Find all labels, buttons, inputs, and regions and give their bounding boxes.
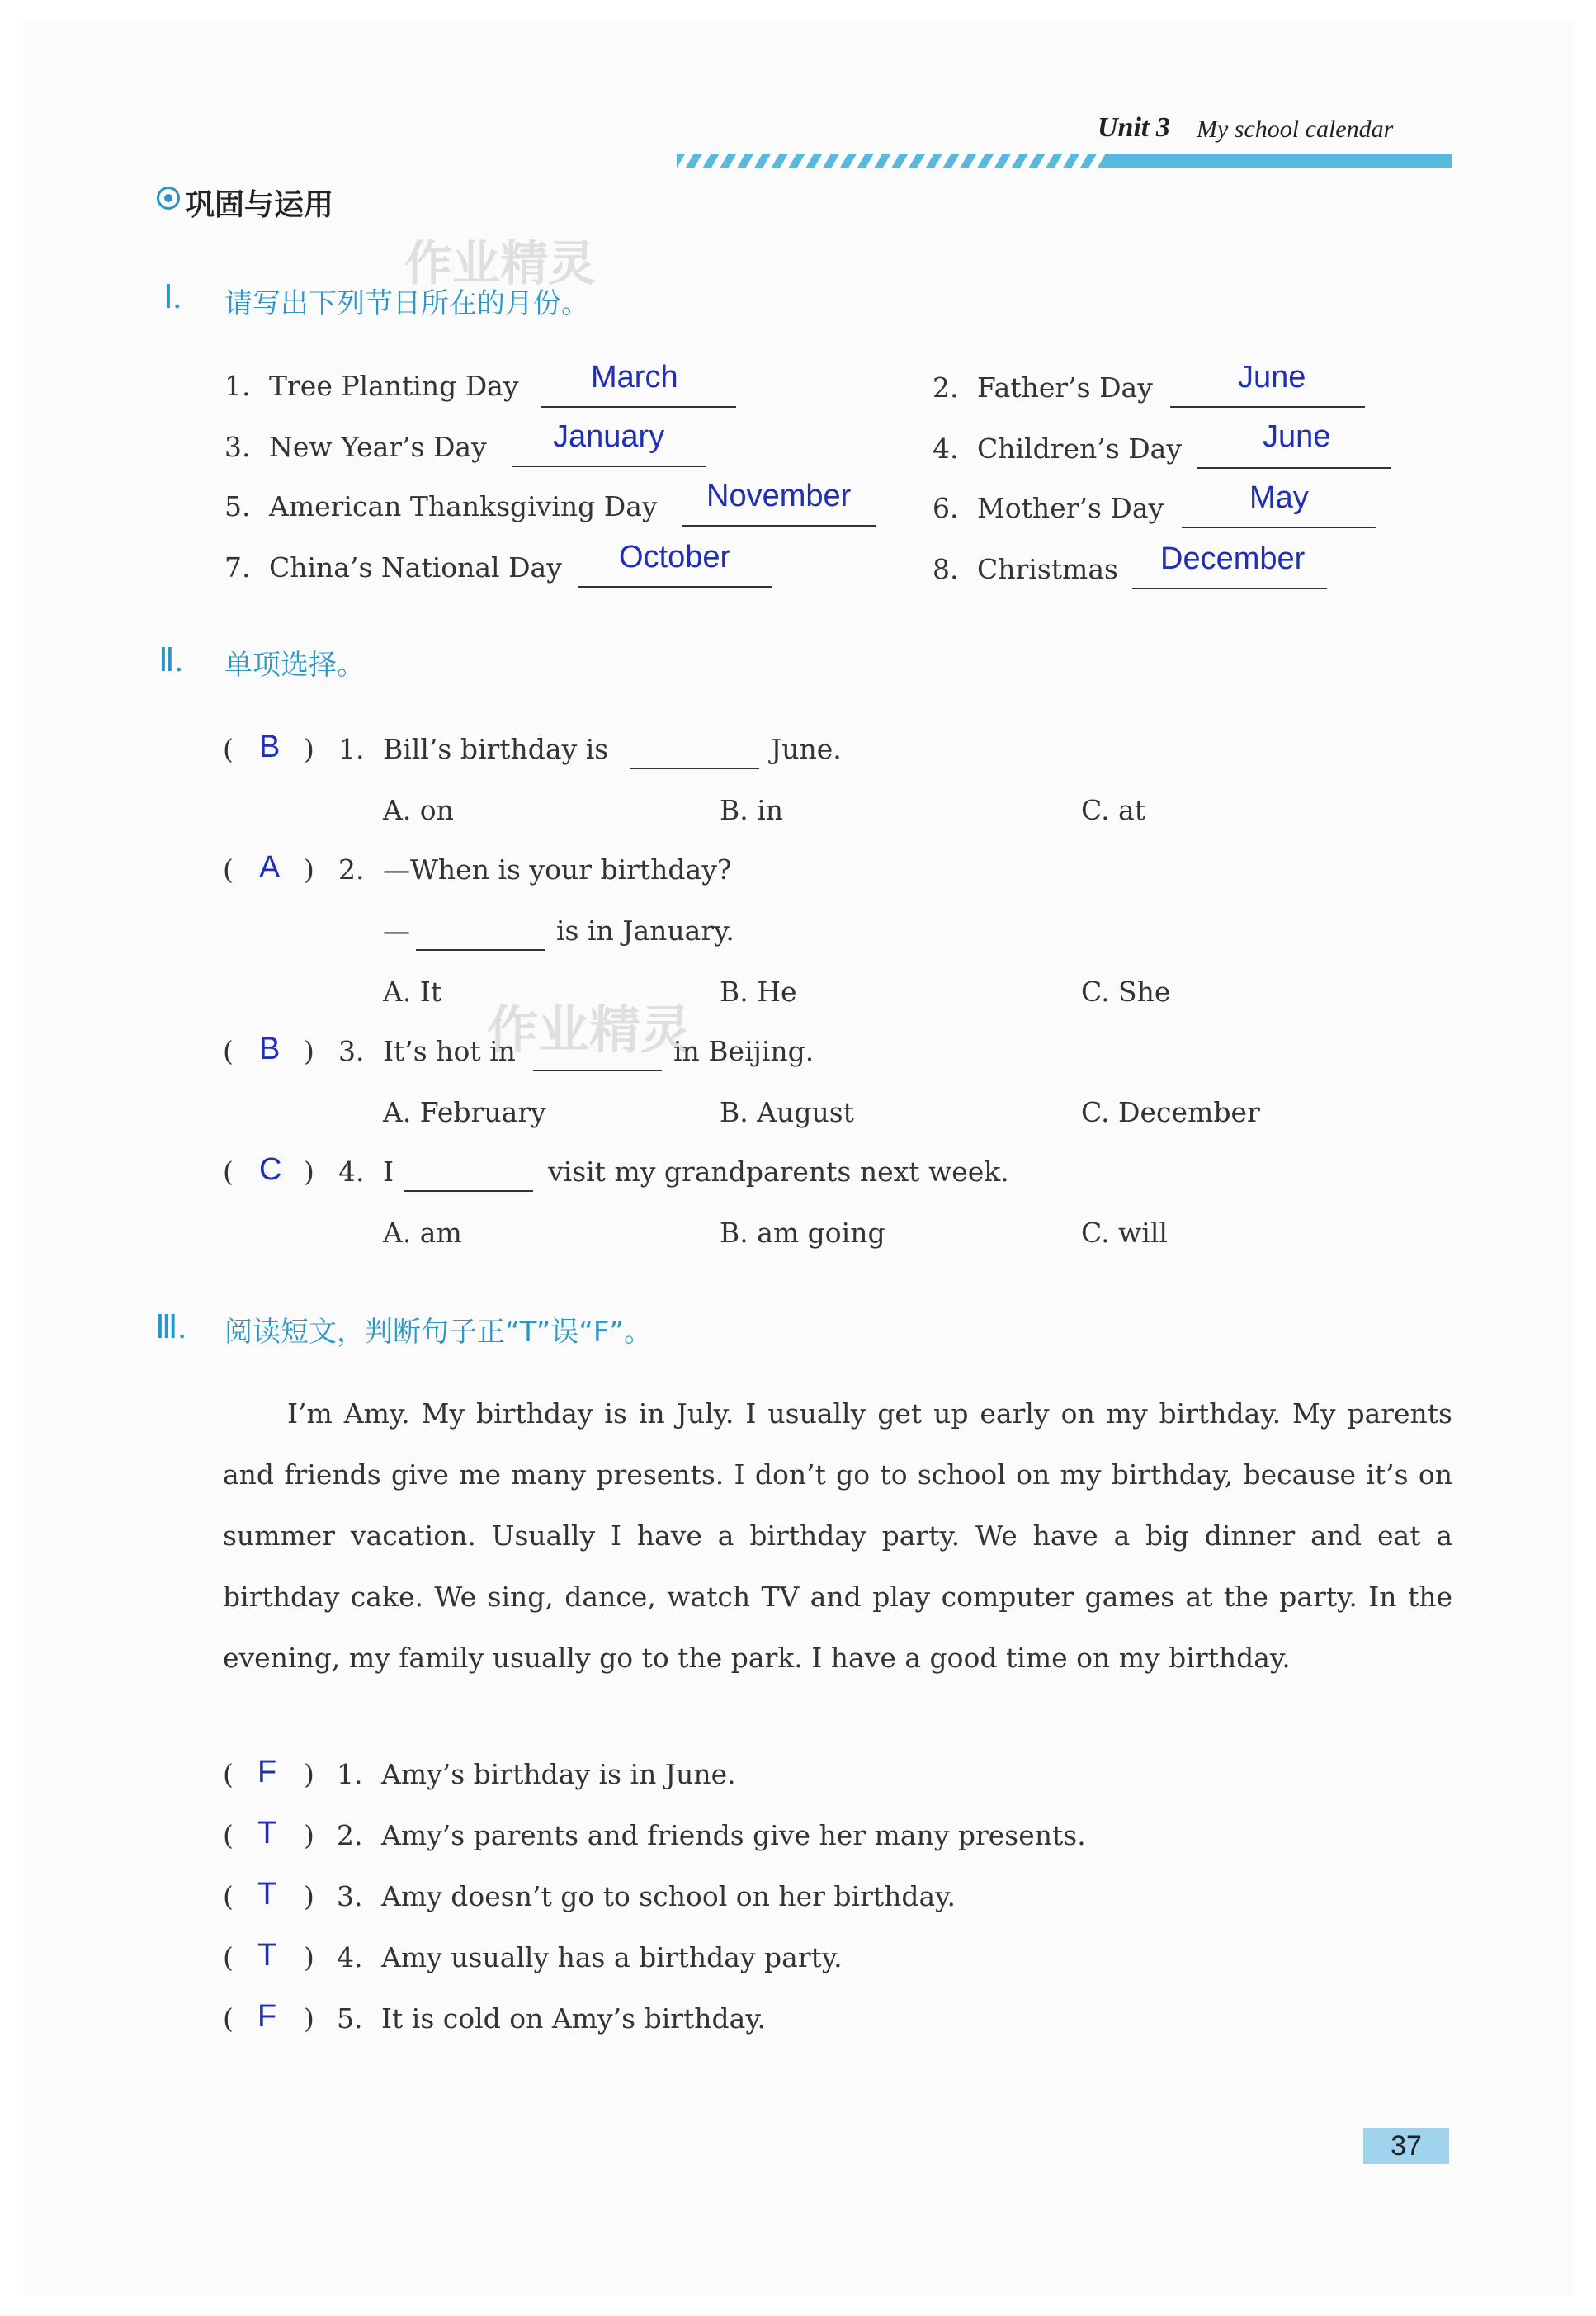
paren-open: ( [223, 733, 234, 765]
answer-blank [1170, 406, 1365, 408]
answer-blank [578, 586, 772, 588]
header-subtitle: My school calendar [1197, 116, 1394, 143]
paren-open: ( [223, 1035, 234, 1067]
paren-close: ) [304, 1758, 314, 1790]
p1-item-text: China’s National Day [269, 551, 562, 584]
p1-answer: March [591, 360, 678, 395]
question-pre: I [383, 1156, 394, 1188]
paren-open: ( [223, 853, 234, 886]
part3-numeral: Ⅲ. [155, 1308, 187, 1345]
paren-close: ) [304, 1156, 314, 1188]
p1-answer: June [1263, 419, 1331, 454]
question-num: 2. [338, 853, 365, 886]
question-post: is in January. [556, 915, 734, 947]
answer-blank [404, 1190, 533, 1192]
answer-blank [1132, 588, 1327, 589]
watermark: 作业精灵 [487, 1000, 692, 1060]
question-num: 3. [338, 1035, 365, 1067]
passage-text: I’m Amy. My birthday is in July. I usually get up early on my birthday. My parents and friends give me many presents. I don’t go to school on my birthday, because it’s on summer vacation. Usually I have a birthday party. We have a big dinner and eat a birthday cake. We sing, dance, watch TV and play computer games at the party. In the evening, my family usually go to the park. I have a good time on my birthday. [223, 1397, 1452, 1674]
p2-answer: C [259, 1152, 282, 1187]
paren-close: ) [304, 1819, 314, 1851]
paren-open: ( [223, 1880, 234, 1912]
paren-close: ) [304, 2002, 314, 2035]
p3-answer: T [257, 1816, 277, 1850]
answer-blank [512, 466, 706, 467]
paren-close: ) [304, 1880, 314, 1912]
option-a: A. on [383, 794, 454, 826]
statement-num: 1. [337, 1758, 363, 1790]
answer-blank [1182, 527, 1376, 528]
header-stripe-solid [1106, 154, 1452, 168]
p1-item-num: 6. [933, 492, 959, 524]
statement-text: Amy usually has a birthday party. [381, 1941, 843, 1973]
part2-numeral: Ⅱ. [158, 641, 183, 678]
p2-answer: B [259, 1032, 281, 1066]
statement-num: 4. [337, 1941, 363, 1973]
statement-num: 2. [337, 1819, 363, 1851]
option-b: B. August [720, 1096, 854, 1128]
statement-text: It is cold on Amy’s birthday. [381, 2002, 767, 2035]
answer-blank [682, 525, 876, 527]
part3-instruction: 阅读短文，判断句子正“T”误“F”。 [224, 1316, 653, 1349]
option-c: C. will [1081, 1217, 1168, 1249]
statement-num: 3. [337, 1880, 363, 1912]
p1-answer: January [553, 419, 665, 454]
section-title: 巩固与运用 [185, 188, 334, 222]
p1-answer: May [1249, 480, 1309, 515]
statement-text: Amy’s parents and friends give her many presents. [381, 1819, 1086, 1851]
paren-open: ( [223, 2002, 234, 2035]
paren-close: ) [304, 1035, 314, 1067]
question-num: 4. [338, 1156, 365, 1188]
p1-item-text: New Year’s Day [269, 431, 487, 463]
statement-text: Amy’s birthday is in June. [381, 1758, 736, 1790]
p1-item-text: Children’s Day [977, 432, 1182, 465]
p1-answer: December [1160, 541, 1306, 576]
target-icon [157, 187, 180, 210]
option-c: C. She [1081, 976, 1171, 1008]
page-number: 37 [1363, 2128, 1449, 2164]
answer-blank [1197, 467, 1391, 469]
p1-item-num: 3. [224, 431, 251, 463]
statement-num: 5. [337, 2002, 363, 2035]
answer-blank [416, 949, 545, 951]
answer-blank [541, 406, 736, 408]
paren-open: ( [223, 1156, 234, 1188]
p2-answer: A [259, 850, 281, 885]
p1-item-num: 5. [224, 490, 251, 522]
option-c: C. at [1081, 794, 1145, 826]
p3-answer: T [257, 1938, 277, 1973]
question-post: visit my grandparents next week. [548, 1156, 1009, 1188]
question-num: 1. [338, 733, 365, 765]
header-unit: Unit 3 [1098, 112, 1170, 143]
p1-item-text: Christmas [977, 553, 1118, 585]
p1-item-num: 4. [933, 432, 959, 465]
answer-blank [630, 768, 759, 769]
statement-text: Amy doesn’t go to school on her birthday. [381, 1880, 956, 1912]
question-post: June. [771, 733, 842, 765]
p1-item-text: Tree Planting Day [269, 370, 519, 402]
question-pre: — [383, 915, 410, 947]
question-pre: It’s hot in [383, 1035, 516, 1067]
question-line1: —When is your birthday? [383, 853, 732, 886]
p1-item-text: Mother’s Day [977, 492, 1164, 524]
option-c: C. December [1081, 1096, 1260, 1128]
reading-passage [223, 1383, 1452, 1689]
p1-item-num: 8. [933, 553, 959, 585]
paren-open: ( [223, 1819, 234, 1851]
option-a: A. am [383, 1217, 462, 1249]
part2-instruction: 单项选择。 [224, 649, 365, 682]
question-pre: Bill’s birthday is [383, 733, 609, 765]
option-a: A. It [383, 976, 442, 1008]
p3-answer: T [257, 1877, 277, 1912]
p1-item-text: American Thanksgiving Day [269, 490, 658, 522]
option-b: B. am going [720, 1217, 885, 1249]
p1-item-num: 2. [933, 371, 959, 404]
p2-answer: B [259, 730, 281, 764]
option-a: A. February [383, 1096, 546, 1128]
question-post: in Beijing. [673, 1035, 815, 1067]
p1-item-num: 7. [224, 551, 251, 584]
p1-answer: November [706, 479, 852, 513]
paren-open: ( [223, 1758, 234, 1790]
p1-item-text: Father’s Day [977, 371, 1153, 404]
paren-close: ) [304, 733, 314, 765]
p1-item-num: 1. [224, 370, 251, 402]
p1-answer: October [619, 540, 731, 574]
option-b: B. He [720, 976, 797, 1008]
answer-blank [533, 1070, 662, 1071]
watermark: 作业精灵 [404, 235, 597, 291]
p1-answer: June [1238, 360, 1306, 395]
paren-open: ( [223, 1941, 234, 1973]
p3-answer: F [257, 1999, 277, 2034]
option-b: B. in [720, 794, 784, 826]
p3-answer: F [257, 1755, 277, 1789]
part1-instruction: 请写出下列节日所在的月份。 [224, 287, 589, 320]
part1-numeral: Ⅰ. [163, 278, 182, 315]
paren-close: ) [304, 853, 314, 886]
paren-close: ) [304, 1941, 314, 1973]
